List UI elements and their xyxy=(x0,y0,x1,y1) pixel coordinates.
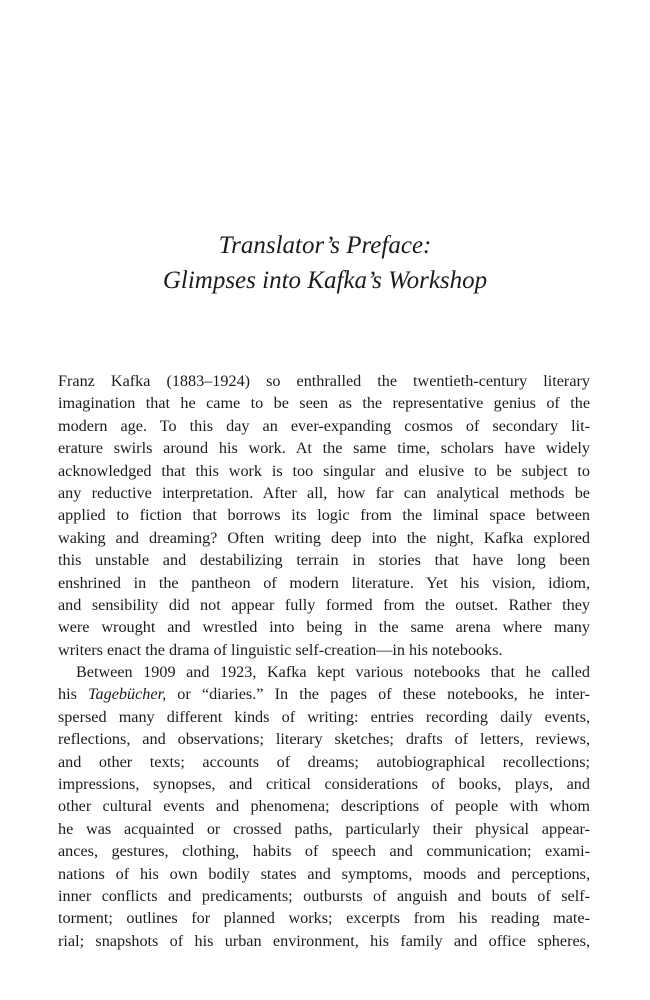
text-line: imagination that he came to be seen as the representative genius of the xyxy=(58,394,590,413)
text-line: impressions, synopses, and critical considerations of books, plays, and xyxy=(58,775,590,794)
chapter-heading xyxy=(0,228,650,298)
text-line: ances, gestures, clothing, habits of speech and communication; exami- xyxy=(58,842,590,861)
text-line: writers enact the drama of linguistic self-creation—in his notebooks. xyxy=(58,640,503,659)
text-line: acknowledged that this work is too singular and elusive to be subject to xyxy=(58,461,590,480)
text-line: applied to fiction that borrows its logic from the liminal space between xyxy=(58,506,590,525)
heading-line-1: Translator’s Preface: xyxy=(218,232,432,259)
text-line: torment; outlines for planned works; excerpts from his reading mate- xyxy=(58,909,590,928)
text-fragment: or “diaries.” In the pages of these notebooks, he inter- xyxy=(166,685,590,704)
text-line: nations of his own bodily states and symptoms, moods and perceptions, xyxy=(58,864,590,883)
text-line: Franz Kafka (1883–1924) so enthralled the twentieth-century literary xyxy=(58,372,590,390)
body-text xyxy=(58,370,590,952)
text-line: waking and dreaming? Often writing deep into the night, Kafka explored xyxy=(58,528,590,547)
text-line: enshrined in the pantheon of modern literature. Yet his vision, idiom, xyxy=(58,573,590,592)
heading-line-2: Glimpses into Kafka’s Workshop xyxy=(162,267,488,294)
italic-term: Tagebücher, xyxy=(88,685,167,704)
text-line: spersed many different kinds of writing: entries recording daily events, xyxy=(58,707,590,726)
text-line: Between 1909 and 1923, Kafka kept various notebooks that he called xyxy=(76,663,590,682)
text-fragment: his xyxy=(58,685,89,704)
text-line: and other texts; accounts of dreams; autobiographical recollections; xyxy=(58,752,590,771)
text-line: erature swirls around his work. At the same time, scholars have widely xyxy=(58,439,590,458)
text-line: any reductive interpretation. After all, how far can analytical methods be xyxy=(58,483,590,502)
text-line: reflections, and observations; literary sketches; drafts of letters, reviews, xyxy=(58,730,590,749)
paragraph-1 xyxy=(58,370,590,661)
text-line: he was acquainted or crossed paths, particularly their physical appear- xyxy=(58,819,590,838)
text-line: other cultural events and phenomena; descriptions of people with whom xyxy=(58,797,590,816)
text-line: modern age. To this day an ever-expanding cosmos of secondary lit- xyxy=(58,416,590,435)
text-line: and sensibility did not appear fully formed from the outset. Rather they xyxy=(58,595,590,614)
text-line: inner conflicts and predicaments; outbursts of anguish and bouts of self- xyxy=(58,886,590,905)
text-line xyxy=(58,683,590,705)
paragraph-2 xyxy=(58,661,590,952)
text-line: this unstable and destabilizing terrain in stories that have long been xyxy=(58,551,590,570)
text-line: were wrought and wrestled into being in the same arena where many xyxy=(58,618,590,637)
text-line: rial; snapshots of his urban environment, his family and office spheres, xyxy=(58,931,590,950)
